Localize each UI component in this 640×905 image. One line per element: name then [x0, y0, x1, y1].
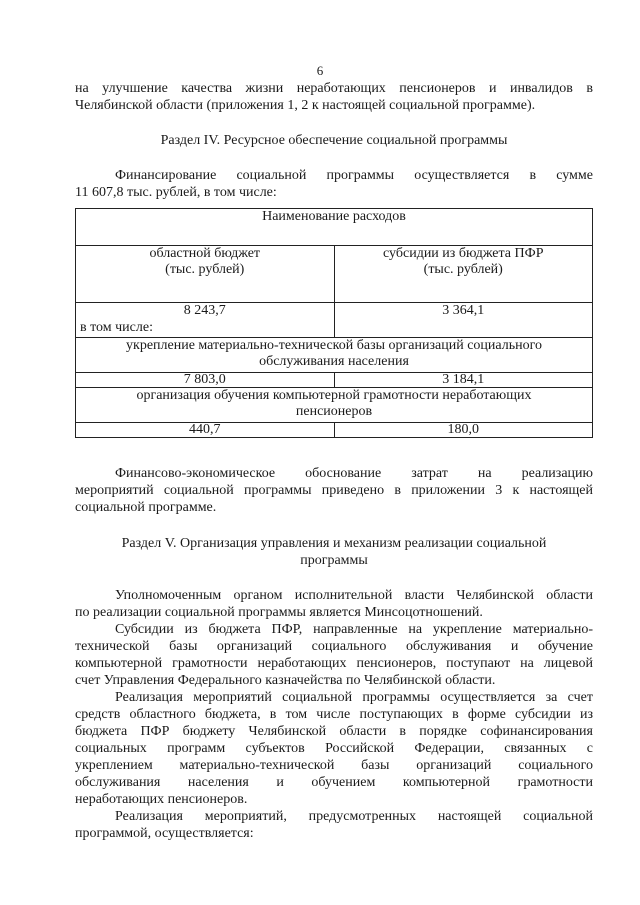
table-header: Наименование расходов	[76, 209, 593, 246]
column-header-line: (тыс. рублей)	[165, 262, 245, 277]
para-1-line-1: Уполномоченным органом исполнительной власти Челябинской области	[115, 588, 593, 603]
section-5-heading-line-2: программы	[300, 553, 368, 568]
para-2-line-3: компьютерной грамотности неработающих пенсионеров, поступают на лицевой	[75, 656, 593, 671]
item-title-line: укрепление материально-технической базы организаций социального	[126, 338, 542, 353]
para-3-line-4: социальных программ субъектов Российской Федерации, связанных с	[75, 741, 593, 756]
table-row	[76, 338, 593, 373]
item-1-pfr-subsidy: 3 184,1	[334, 373, 593, 388]
funding-line-1: Финансирование социальной программы осуществляется в сумме	[115, 168, 593, 183]
para-2-line-2: технической базы организаций социального обслуживания и обучение	[75, 639, 593, 654]
section-4-heading: Раздел IV. Ресурсное обеспечение социальной программы	[160, 133, 508, 148]
justification-line-1: Финансово-экономическое обоснование затрат на реализацию	[115, 466, 593, 481]
column-header-line: (тыс. рублей)	[423, 262, 503, 277]
justification-line-2: мероприятий социальной программы приведено в приложении 3 к настоящей	[75, 483, 593, 498]
column-header-line: областной бюджет	[149, 246, 261, 261]
item-2-title	[76, 388, 593, 423]
table-row	[76, 388, 593, 423]
item-1-regional-budget: 7 803,0	[76, 373, 335, 388]
item-2-regional-budget: 440,7	[76, 423, 335, 438]
para-4-line-2: программой, осуществляется:	[75, 826, 254, 841]
para-3-line-7: неработающих пенсионеров.	[75, 792, 248, 807]
cell-value: 3 364,1	[442, 303, 485, 318]
item-2-pfr-subsidy: 180,0	[334, 423, 593, 438]
section-5-heading-line-1: Раздел V. Организация управления и механизм реализации социальной	[121, 536, 547, 551]
item-title-line: обслуживания населения	[259, 354, 409, 369]
column-header-line: субсидии из бюджета ПФР	[383, 246, 544, 261]
item-title-line: организация обучения компьютерной грамотности неработающих	[136, 388, 532, 403]
para-4-line-1: Реализация мероприятий, предусмотренных настоящей социальной	[115, 809, 593, 824]
para-1-line-2: по реализации социальной программы является Минсоцотношений.	[75, 605, 483, 620]
table-row	[76, 373, 593, 388]
column-header-pfr-subsidy	[334, 246, 593, 303]
resource-table	[75, 208, 593, 438]
item-title-line: пенсионеров	[295, 404, 373, 419]
including-label: в том числе:	[80, 320, 153, 335]
table-row	[76, 423, 593, 438]
para-3-line-1: Реализация мероприятий социальной программы осуществляется за счет	[115, 690, 593, 705]
table-row	[76, 303, 593, 338]
item-1-title	[76, 338, 593, 373]
intro-line-1: на улучшение качества жизни неработающих пенсионеров и инвалидов в	[75, 81, 593, 96]
page-number: 6	[316, 63, 324, 78]
table-row	[76, 246, 593, 303]
para-3-line-3: бюджета ПФР бюджету Челябинской области в порядке софинансирования	[75, 724, 593, 739]
column-header-regional-budget	[76, 246, 335, 303]
para-3-line-2: средств областного бюджета, в том числе поступающих в форме субсидии из	[75, 707, 593, 722]
cell-value: 8 243,7	[183, 303, 226, 318]
para-3-line-6: обслуживания населения и обучением компьютерной грамотности	[75, 775, 593, 790]
funding-line-2: 11 607,8 тыс. рублей, в том числе:	[75, 185, 277, 200]
table-row	[76, 209, 593, 246]
para-2-line-4: счет Управления Федерального казначейства по Челябинской области.	[75, 673, 496, 688]
para-3-line-5: укреплением материально-технической базы организаций социального	[75, 758, 593, 773]
para-2-line-1: Субсидии из бюджета ПФР, направленные на укрепление материально-	[115, 622, 593, 637]
total-regional-budget	[76, 303, 335, 338]
total-pfr-subsidy	[334, 303, 593, 338]
justification-line-3: социальной программе.	[75, 500, 217, 515]
intro-line-2: Челябинской области (приложения 1, 2 к настоящей социальной программе).	[75, 98, 536, 113]
